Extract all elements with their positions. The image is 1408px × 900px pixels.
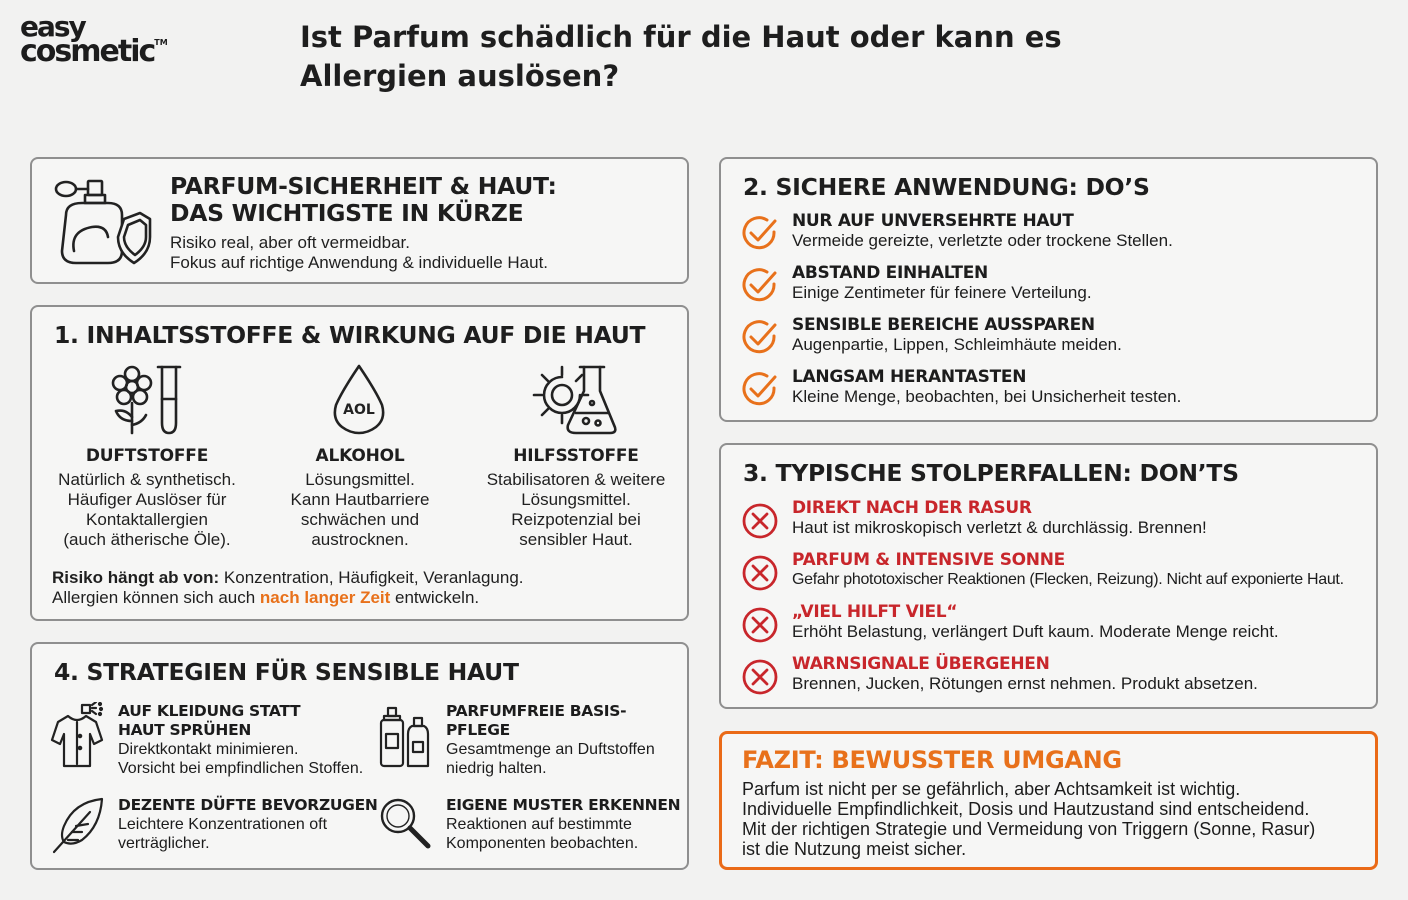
strategy-4-title: EIGENE MUSTER ERKENNEN [446,796,681,814]
ingredient-2-line: schwächen und [300,510,420,529]
do-item-desc: Augenpartie, Lippen, Schleimhäute meiden. [792,335,1122,354]
brand-line2 [20,34,190,70]
strategy-3-desc: verträglicher. [118,835,210,852]
ingredient-2-line: Lösungsmittel. [305,470,415,489]
strategy-3-desc: Leichtere Konzentrationen oft [118,816,328,833]
magnifier-icon [378,796,432,850]
perfume-shield-icon [52,175,152,271]
x-circle-icon [741,606,779,644]
alcohol-drop-icon [332,363,386,435]
allergy-post: entwickeln. [390,588,480,607]
strategy-2-desc: Gesamtmenge an Duftstoffen [446,741,655,758]
strategies-card [30,642,689,870]
risk-label: Risiko hängt ab von: [52,568,220,587]
do-item-desc: Vermeide gereizte, verletzte oder trockene Stellen. [792,231,1173,250]
summary-title-line1: PARFUM-SICHERHEIT & HAUT: [170,172,557,200]
strategy-4-desc: Komponenten beobachten. [446,835,639,852]
x-circle-icon [741,554,779,592]
ingredient-1-line: Kontaktallergien [86,510,208,529]
ingredient-3-title: HILFSSTOFFE [513,446,639,466]
ingredients-title: 1. INHALTSSTOFFE & WIRKUNG AUF DIE HAUT [54,321,646,349]
do-item-title: LANGSAM HERANTASTEN [792,367,1027,387]
dont-item-title: WARNSIGNALE ÜBERGEHEN [792,654,1050,674]
dont-item-desc: Haut ist mikroskopisch verletzt & durchlässig. Brennen! [792,518,1207,537]
do-item-title: NUR AUF UNVERSEHRTE HAUT [792,211,1074,231]
ingredient-1-line: Natürlich & synthetisch. [58,470,236,489]
conclusion-card [719,731,1378,870]
x-circle-icon [741,658,779,696]
ingredient-3-line: Lösungsmittel. [521,490,631,509]
ingredient-2-title: ALKOHOL [315,446,405,466]
do-item-desc: Einige Zentimeter für feinere Verteilung. [792,283,1092,302]
conclusion-title: FAZIT: BEWUSSTER UMGANG [742,746,1122,774]
ingredient-3-line: sensibler Haut. [519,530,633,549]
page-title: Ist Parfum schädlich für die Haut oder kann es Allergien auslösen? [300,20,1062,93]
dont-item-title: DIREKT NACH DER RASUR [792,498,1032,518]
risk-line [52,568,524,588]
check-circle-icon [741,371,779,409]
summary-title-line2: DAS WICHTIGSTE IN KÜRZE [170,199,524,227]
brand-logo [20,10,190,70]
dont-item-desc: Erhöht Belastung, verlängert Duft kaum. Moderate Menge reicht. [792,622,1279,641]
do-item-desc: Kleine Menge, beobachten, bei Unsicherheit testen. [792,387,1182,406]
brand-line1: easy [20,10,85,43]
conclusion-line: Individuelle Empfindlichkeit, Dosis und Hautzustand sind entscheidend. [742,799,1310,819]
conclusion-line: ist die Nutzung meist sicher. [742,839,967,859]
flower-test-tube-icon [108,363,188,437]
ingredient-1-line: Häufiger Auslöser für [67,490,227,509]
strategy-4-desc: Reaktionen auf bestimmte [446,816,632,833]
dont-item-title: „VIEL HILFT VIEL“ [792,602,958,622]
bottles-icon [378,706,432,768]
ingredient-1-title: DUFTSTOFFE [85,446,209,466]
brand-tm: TM [154,38,168,48]
dont-item-desc: Brennen, Jucken, Rötungen ernst nehmen. Produkt absetzen. [792,674,1258,693]
strategy-2-title: PFLEGE [446,721,510,739]
strategy-1-title: AUF KLEIDUNG STATT [118,702,301,720]
check-circle-icon [741,215,779,253]
dos-card [719,157,1378,422]
allergy-line [52,588,524,608]
dont-item-desc: Gefahr phototoxischer Reaktionen (Flecken, Reizung). Nicht auf exponierte Haut. [792,571,1344,588]
x-circle-icon [741,502,779,540]
dos-title: 2. SICHERE ANWENDUNG: DO’S [743,173,1150,201]
ingredient-2-line: Kann Hautbarriere [290,490,430,509]
dont-item-title: PARFUM & INTENSIVE SONNE [792,550,1065,570]
donts-card [719,443,1378,709]
feather-icon [50,796,106,854]
strategy-1-desc: Direktkontakt minimieren. [118,741,299,758]
summary-card [30,157,689,284]
do-item-title: SENSIBLE BEREICHE AUSSPAREN [792,315,1095,335]
ingredient-2-line: austrocknen. [311,530,409,549]
summary-line2: Fokus auf richtige Anwendung & individuelle Haut. [170,253,549,272]
check-circle-icon [741,267,779,305]
strategies-title: 4. STRATEGIEN FÜR SENSIBLE HAUT [54,658,519,686]
allergy-pre: Allergien können sich auch [52,588,260,607]
strategy-2-desc: niedrig halten. [446,760,547,777]
ingredients-card [30,305,689,621]
strategy-3-title: DEZENTE DÜFTE BEVORZUGEN [118,796,378,814]
summary-line1: Risiko real, aber oft vermeidbar. [170,233,410,252]
strategy-1-title: HAUT SPRÜHEN [118,721,252,739]
check-circle-icon [741,319,779,357]
strategy-1-desc: Vorsicht bei empfindlichen Stoffen. [118,760,364,777]
gear-flask-icon [532,363,622,437]
shirt-spray-icon [50,702,106,768]
brand-line2-text: cosmetic [20,34,155,70]
donts-title: 3. TYPISCHE STOLPERFALLEN: DON’TS [743,459,1239,487]
risk-text: Konzentration, Häufigkeit, Veranlagung. [219,568,524,587]
do-item-title: ABSTAND EINHALTEN [792,263,988,283]
ingredient-3-line: Reizpotenzial bei [511,510,641,529]
ingredient-1-line: (auch ätherische Öle). [63,530,231,549]
alcohol-drop-icon-label: AOL [343,402,375,418]
conclusion-line: Parfum ist nicht per se gefährlich, aber Achtsamkeit ist wichtig. [742,779,1241,799]
allergy-highlight: nach langer Zeit [259,588,391,607]
strategy-2-title: PARFUMFREIE BASIS- [446,702,627,720]
conclusion-line: Mit der richtigen Strategie und Vermeidung von Triggern (Sonne, Rasur) [742,819,1316,839]
ingredient-3-line: Stabilisatoren & weitere [486,470,666,489]
